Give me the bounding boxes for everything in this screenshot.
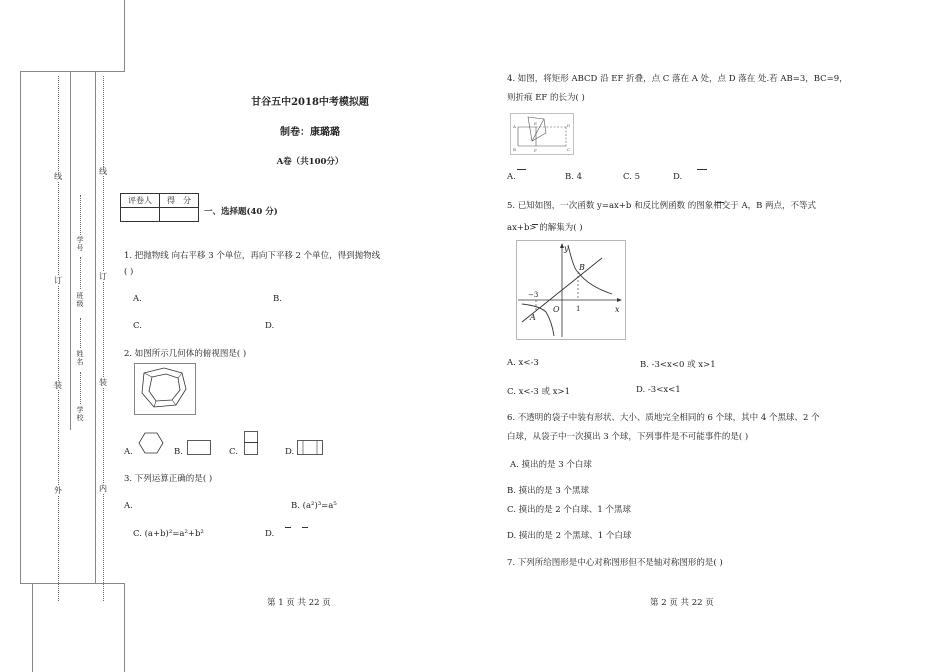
q1-line2: ( ) (124, 267, 134, 277)
outer-dotted-line (58, 76, 59, 601)
q4-fold-figure (510, 113, 574, 155)
q5-function-graph (516, 240, 626, 340)
q5-label-neg3: −3 (528, 291, 539, 299)
inner-dotted-line (103, 76, 104, 601)
grader-cell[interactable] (121, 208, 160, 222)
q5-label-y: y (564, 244, 569, 253)
q2-solid-figure (134, 363, 196, 415)
inner-char-3: 装 (99, 378, 107, 387)
q4-label-a: A (513, 124, 516, 129)
q1-option-a[interactable]: A. (133, 294, 142, 304)
score-table (120, 193, 199, 222)
q4-label-c: C (567, 147, 571, 152)
q5-option-c[interactable]: C. x<-3 或 x>1 (507, 387, 571, 397)
q4-label-e: E (534, 121, 537, 126)
q2-option-c-boxes (244, 431, 258, 455)
field-class: 班级 (76, 292, 84, 308)
q4-line1: 4. 如图，将矩形 ABCD 沿 EF 折叠，点 C 落在 A 处，点 D 落在 处.若 AB=3，BC=9， (507, 74, 848, 84)
q1-line1: 1. 把抛物线 向右平移 3 个单位，再向下平移 2 个单位，得到抛物线 (124, 251, 381, 261)
score-table-grader: 评卷人 (121, 194, 160, 208)
q3-option-d[interactable]: D. (265, 529, 275, 539)
q4-option-a[interactable]: A. (507, 172, 516, 182)
q6-option-c[interactable]: C. 摸出的是 2 个白球、1 个黑球 (507, 505, 632, 515)
field-school: 学校 (76, 406, 84, 422)
q1-option-b[interactable]: B. (273, 294, 282, 304)
outer-char-3: 装 (54, 381, 62, 390)
field-name: 姓名 (76, 350, 84, 366)
paper-label: A卷（共100分） (276, 157, 344, 167)
score-cell[interactable] (160, 208, 199, 222)
q5-line2: ax+b> 的解集为( ) (507, 223, 583, 233)
q5-option-b[interactable]: B. -3<x<0 或 x>1 (640, 360, 716, 370)
q5-option-a[interactable]: A. x<-3 (507, 358, 539, 368)
q6-option-d[interactable]: D. 摸出的是 2 个黑球、1 个白球 (507, 531, 632, 541)
inner-char-4: 内 (99, 484, 107, 493)
q6-line2: 白球，从袋子中一次摸出 3 个球，下列事件是不可能事件的是( ) (507, 432, 749, 442)
q3-stem: 3. 下列运算正确的是( ) (124, 474, 213, 484)
q4-option-c[interactable]: C. 5 (623, 172, 641, 182)
outer-char-4: 外 (54, 486, 62, 495)
q5-line1: 5. 已知如图，一次函数 y=ax+b 和反比例函数 的图象相交于 A，B 两点，不等式 (507, 201, 817, 211)
q5-label-b: B (579, 263, 585, 272)
q4-option-d[interactable]: D. (673, 172, 683, 182)
inner-char-1: 线 (99, 167, 107, 176)
q3-option-a[interactable]: A. (124, 501, 133, 511)
q2-option-b[interactable]: B. (174, 447, 183, 457)
q6-line1: 6. 不透明的袋子中装有形状、大小、质地完全相同的 6 个球，其中 4 个黑球、2 个 (507, 413, 820, 423)
q2-option-c[interactable]: C. (229, 447, 238, 457)
page-footer-right: 第 2 页 共 22 页 (650, 598, 714, 608)
q5-label-o: O (553, 305, 560, 314)
q1-option-d[interactable]: D. (265, 321, 275, 331)
q5-label-x: x (615, 305, 620, 314)
outer-char-1: 线 (54, 172, 62, 181)
q2-option-d-rect (297, 440, 323, 455)
q4-label-b: B (513, 147, 516, 152)
q2-option-d[interactable]: D. (285, 447, 295, 457)
q5-label-one: 1 (576, 305, 581, 313)
q3-option-c[interactable]: C. (a+b)²=a²+b² (133, 529, 204, 539)
outer-char-2: 订 (54, 276, 62, 285)
q6-option-a[interactable]: A. 摸出的是 3 个白球 (510, 460, 592, 470)
inner-char-2: 订 (99, 272, 107, 281)
field-student-id: 学号 (76, 236, 84, 252)
q2-option-b-rect (187, 440, 211, 455)
page-footer-left: 第 1 页 共 22 页 (267, 598, 331, 608)
q1-option-c[interactable]: C. (133, 321, 142, 331)
exam-author: 制卷：康璐璐 (280, 127, 340, 138)
score-table-score: 得 分 (160, 194, 199, 208)
q4-line2: 则折痕 EF 的长为( ) (507, 93, 585, 103)
section-heading: 一、选择题(40 分) (204, 207, 278, 217)
q6-option-b[interactable]: B. 摸出的是 3 个黑球 (507, 486, 589, 496)
q3-option-b[interactable]: B. (a²)³=a⁵ (291, 501, 337, 511)
q4-option-b[interactable]: B. 4 (565, 172, 583, 182)
q2-stem: 2. 如图所示几何体的俯视图是( ) (124, 349, 247, 359)
q4-label-f: F (534, 148, 537, 153)
q2-option-a-hexagon (138, 432, 164, 454)
exam-title: 甘谷五中2018中考模拟题 (251, 97, 369, 108)
q5-label-a: A (530, 313, 536, 322)
q7-stem: 7. 下列所给图形是中心对称图形但不是轴对称图形的是( ) (507, 558, 723, 568)
q2-option-a[interactable]: A. (124, 447, 133, 457)
q4-label-d: D (567, 123, 571, 128)
q5-option-d[interactable]: D. -3<x<1 (636, 385, 681, 395)
